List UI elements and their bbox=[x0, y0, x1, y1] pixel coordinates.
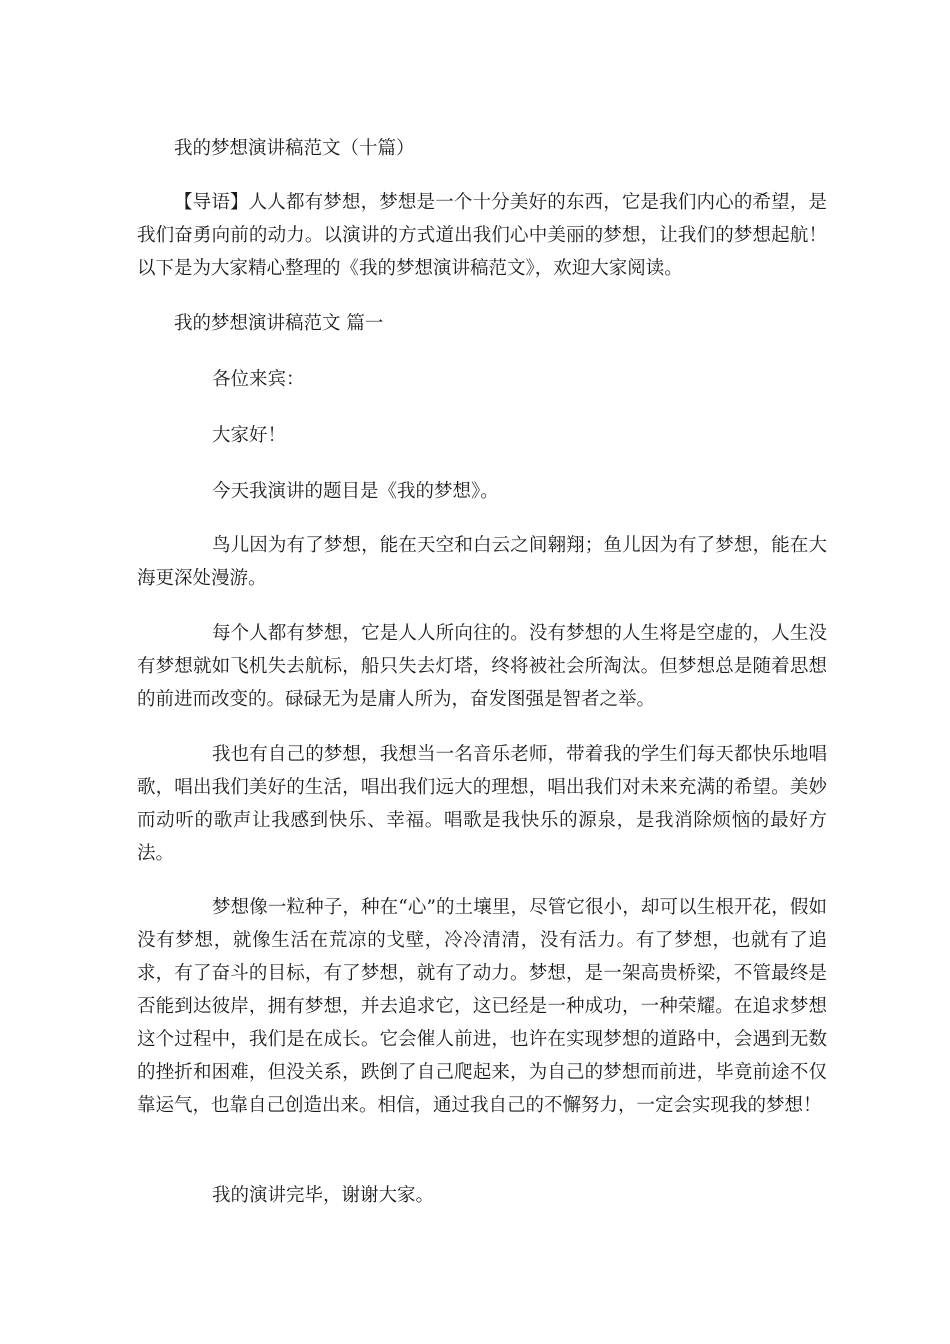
body-paragraph: 每个人都有梦想，它是人人所向往的。没有梦想的人生将是空虚的，人生没有梦想就如飞机失去航标，船只失去灯塔，终将被社会所淘汰。但梦想总是随着思想的前进而改变的。碌碌无为是庸人所为，奋发图强是智者之举。 bbox=[137, 623, 827, 710]
body-paragraph: 鸟儿因为有了梦想，能在天空和白云之间翱翔；鱼儿因为有了梦想，能在大海更深处漫游。 bbox=[137, 535, 827, 589]
topic-paragraph: 今天我演讲的题目是《我的梦想》。 bbox=[212, 481, 499, 502]
intro-paragraph: 【导语】人人都有梦想，梦想是一个十分美好的东西，它是我们内心的希望，是我们奋勇向前的动力。以演讲的方式道出我们心中美丽的梦想，让我们的梦想起航！以下是为大家精心整理的《我的梦想演讲稿范文》，欢迎大家阅读。 bbox=[137, 192, 827, 279]
closing-paragraph: 我的演讲完毕，谢谢大家。 bbox=[212, 1185, 435, 1206]
section-heading: 我的梦想演讲稿范文 篇一 bbox=[174, 313, 384, 334]
body-paragraph: 梦想像一粒种子，种在“心”的土壤里，尽管它很小，却可以生根开花，假如没有梦想，就像生活在荒凉的戈壁，冷冷清清，没有活力。有了梦想，也就有了追求，有了奋斗的目标，有了梦想，就有了动力。梦想，是一架高贵桥梁，不管最终是否能到达彼岸，拥有梦想，并去追求它，这已经是一种成功，一种荣耀。在追求梦想这个过程中，我们是在成长。它会催人前进，也许在实现梦想的道路中，会遇到无数的挫折和困难，但没关系，跌倒了自己爬起来，为自己的梦想而前进，毕竟前途不仅靠运气，也靠自己创造出来。相信，通过我自己的不懈努力，一定会实现我的梦想！ bbox=[137, 897, 827, 1116]
greeting-paragraph: 大家好！ bbox=[212, 425, 287, 446]
salutation-paragraph: 各位来宾： bbox=[212, 369, 305, 390]
body-paragraph: 我也有自己的梦想，我想当一名音乐老师，带着我的学生们每天都快乐地唱歌，唱出我们美好的生活，唱出我们远大的理想，唱出我们对未来充满的希望。美妙而动听的歌声让我感到快乐、幸福。唱歌是我快乐的源泉，是我消除烦恼的最好方法。 bbox=[137, 744, 827, 864]
document-title: 我的梦想演讲稿范文（十篇） bbox=[174, 138, 415, 159]
